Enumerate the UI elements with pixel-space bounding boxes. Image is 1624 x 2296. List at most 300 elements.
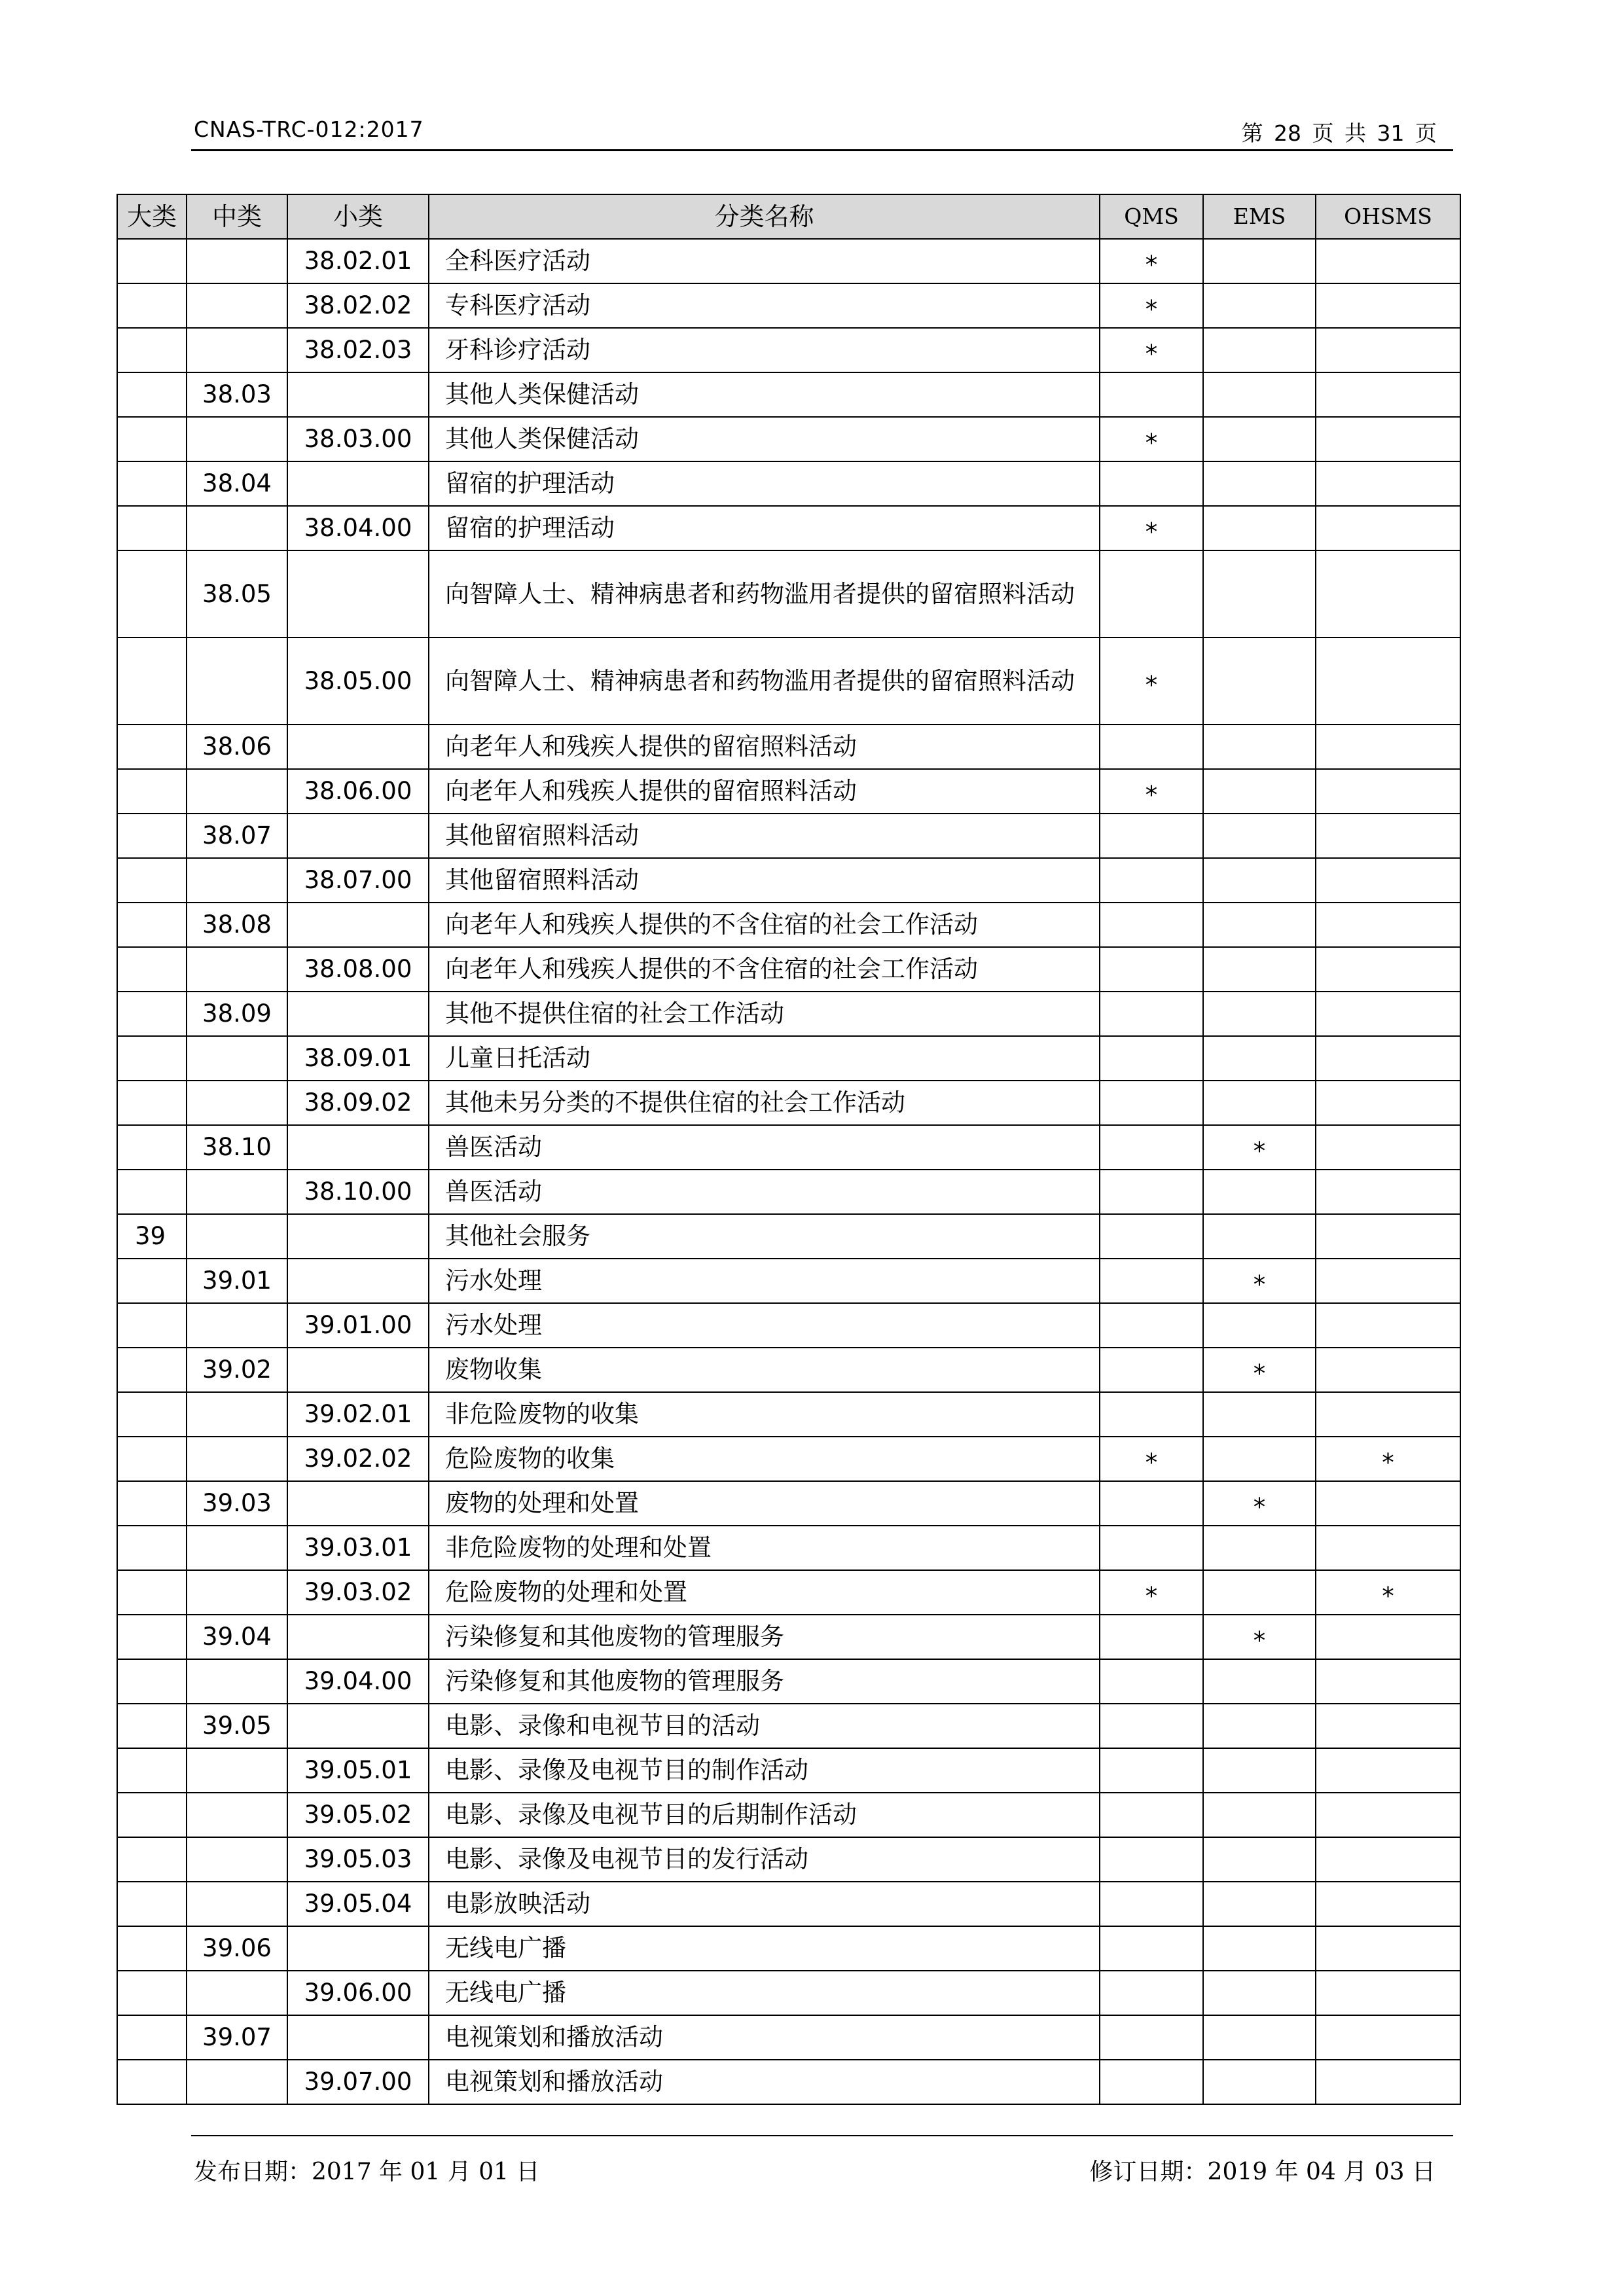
cell-ohsms — [1316, 1526, 1460, 1570]
cell-mid: 39.06 — [187, 1926, 287, 1971]
cell-major — [117, 328, 187, 372]
applicability-mark: * — [1145, 295, 1158, 323]
cell-ems — [1203, 1659, 1316, 1704]
table-row — [117, 2015, 1460, 2060]
cell-mid — [187, 1081, 287, 1125]
cell-name: 电影、录像及电视节目的制作活动 — [429, 1748, 1100, 1793]
cell-ohsms — [1316, 1259, 1460, 1303]
cell-qms — [1100, 814, 1203, 858]
table-row — [117, 858, 1460, 903]
applicability-mark: * — [1253, 1359, 1266, 1388]
cell-mid — [187, 1748, 287, 1793]
cell-qms — [1100, 372, 1203, 417]
cell-name: 危险废物的处理和处置 — [429, 1570, 1100, 1615]
cell-minor: 38.03.00 — [287, 417, 429, 461]
cell-qms — [1100, 506, 1203, 550]
cell-major — [117, 1926, 187, 1971]
cell-name: 其他留宿照料活动 — [429, 858, 1100, 903]
table-row — [117, 814, 1460, 858]
cell-mid — [187, 1570, 287, 1615]
cell-mid: 38.07 — [187, 814, 287, 858]
cell-name: 向智障人士、精神病患者和药物滥用者提供的留宿照料活动 — [429, 550, 1100, 637]
cell-ohsms — [1316, 1971, 1460, 2015]
table-row — [117, 1125, 1460, 1170]
cell-ohsms — [1316, 725, 1460, 769]
cell-name: 污水处理 — [429, 1259, 1100, 1303]
col-header-ems: EMS — [1203, 194, 1316, 239]
cell-name: 电视策划和播放活动 — [429, 2060, 1100, 2104]
cell-ohsms — [1316, 372, 1460, 417]
cell-qms — [1100, 1081, 1203, 1125]
cell-ems — [1203, 461, 1316, 506]
cell-qms — [1100, 1392, 1203, 1437]
applicability-mark: * — [1145, 1582, 1158, 1610]
cell-major — [117, 2060, 187, 2104]
cell-mid — [187, 858, 287, 903]
cell-minor — [287, 550, 429, 637]
cell-minor: 38.04.00 — [287, 506, 429, 550]
cell-name: 其他人类保健活动 — [429, 372, 1100, 417]
cell-qms — [1100, 461, 1203, 506]
cell-mid — [187, 2060, 287, 2104]
cell-mid: 39.02 — [187, 1348, 287, 1392]
cell-qms — [1100, 1837, 1203, 1882]
table-row — [117, 1303, 1460, 1348]
cell-minor: 39.07.00 — [287, 2060, 429, 2104]
cell-qms — [1100, 725, 1203, 769]
applicability-mark: * — [1145, 670, 1158, 699]
table-row — [117, 1882, 1460, 1926]
cell-ohsms — [1316, 1882, 1460, 1926]
cell-mid — [187, 1214, 287, 1259]
cell-name: 牙科诊疗活动 — [429, 328, 1100, 372]
cell-ohsms — [1316, 769, 1460, 814]
cell-mid — [187, 328, 287, 372]
cell-ohsms — [1316, 1348, 1460, 1392]
cell-ems — [1203, 283, 1316, 328]
cell-name: 污染修复和其他废物的管理服务 — [429, 1615, 1100, 1659]
cell-major — [117, 1793, 187, 1837]
cell-ems — [1203, 947, 1316, 992]
cell-ohsms — [1316, 328, 1460, 372]
table-row — [117, 1170, 1460, 1214]
table-row — [117, 769, 1460, 814]
cell-ohsms — [1316, 1793, 1460, 1837]
cell-major — [117, 1837, 187, 1882]
cell-ohsms — [1316, 1481, 1460, 1526]
cell-minor: 38.02.02 — [287, 283, 429, 328]
cell-ems — [1203, 1392, 1316, 1437]
cell-mid: 38.04 — [187, 461, 287, 506]
cell-name: 污染修复和其他废物的管理服务 — [429, 1659, 1100, 1704]
cell-ohsms — [1316, 506, 1460, 550]
table-header-row — [117, 194, 1460, 239]
cell-qms — [1100, 1971, 1203, 2015]
cell-qms — [1100, 1926, 1203, 1971]
cell-major — [117, 769, 187, 814]
cell-qms — [1100, 1036, 1203, 1081]
cell-name: 电视策划和播放活动 — [429, 2015, 1100, 2060]
cell-qms — [1100, 283, 1203, 328]
cell-ems — [1203, 814, 1316, 858]
cell-ems — [1203, 550, 1316, 637]
cell-mid: 38.05 — [187, 550, 287, 637]
col-header-mid: 中类 — [187, 194, 287, 239]
cell-major — [117, 506, 187, 550]
cell-name: 其他人类保健活动 — [429, 417, 1100, 461]
cell-minor: 39.05.03 — [287, 1837, 429, 1882]
cell-mid — [187, 1036, 287, 1081]
applicability-mark: * — [1145, 781, 1158, 809]
cell-qms — [1100, 637, 1203, 725]
cell-minor: 38.09.01 — [287, 1036, 429, 1081]
cell-mid: 38.03 — [187, 372, 287, 417]
applicability-mark: * — [1253, 1137, 1266, 1165]
cell-ems — [1203, 1926, 1316, 1971]
cell-ems — [1203, 2060, 1316, 2104]
issue-date: 发布日期：2017 年 01 月 01 日 — [194, 2159, 540, 2185]
cell-ohsms — [1316, 2060, 1460, 2104]
cell-mid — [187, 1303, 287, 1348]
cell-minor: 39.03.01 — [287, 1526, 429, 1570]
cell-ems — [1203, 1348, 1316, 1392]
cell-minor: 38.05.00 — [287, 637, 429, 725]
cell-mid: 39.01 — [187, 1259, 287, 1303]
table-row — [117, 1081, 1460, 1125]
cell-major — [117, 417, 187, 461]
cell-ohsms — [1316, 239, 1460, 283]
cell-name: 全科医疗活动 — [429, 239, 1100, 283]
cell-qms — [1100, 903, 1203, 947]
cell-major — [117, 461, 187, 506]
col-header-name: 分类名称 — [429, 194, 1100, 239]
cell-major — [117, 1526, 187, 1570]
cell-minor: 39.02.02 — [287, 1437, 429, 1481]
cell-qms — [1100, 1793, 1203, 1837]
cell-ohsms — [1316, 1570, 1460, 1615]
cell-minor — [287, 992, 429, 1036]
cell-major: 39 — [117, 1214, 187, 1259]
cell-mid: 38.09 — [187, 992, 287, 1036]
cell-mid — [187, 1971, 287, 2015]
cell-minor: 39.04.00 — [287, 1659, 429, 1704]
cell-name: 电影放映活动 — [429, 1882, 1100, 1926]
cell-minor: 39.05.01 — [287, 1748, 429, 1793]
cell-ems — [1203, 1081, 1316, 1125]
cell-ohsms — [1316, 1036, 1460, 1081]
cell-mid — [187, 1392, 287, 1437]
cell-minor: 38.02.01 — [287, 239, 429, 283]
cell-qms — [1100, 1214, 1203, 1259]
cell-major — [117, 550, 187, 637]
cell-minor — [287, 725, 429, 769]
cell-minor: 38.02.03 — [287, 328, 429, 372]
cell-major — [117, 1704, 187, 1748]
cell-name: 电影、录像及电视节目的后期制作活动 — [429, 1793, 1100, 1837]
cell-major — [117, 1570, 187, 1615]
cell-ems — [1203, 725, 1316, 769]
table-row — [117, 417, 1460, 461]
cell-minor: 39.02.01 — [287, 1392, 429, 1437]
cell-ohsms — [1316, 1125, 1460, 1170]
cell-ohsms — [1316, 417, 1460, 461]
cell-qms — [1100, 1125, 1203, 1170]
cell-major — [117, 372, 187, 417]
cell-ohsms — [1316, 1303, 1460, 1348]
cell-ems — [1203, 1303, 1316, 1348]
table-row — [117, 239, 1460, 283]
cell-minor: 38.09.02 — [287, 1081, 429, 1125]
cell-ems — [1203, 1481, 1316, 1526]
cell-name: 专科医疗活动 — [429, 283, 1100, 328]
table-row — [117, 1259, 1460, 1303]
cell-name: 向老年人和残疾人提供的不含住宿的社会工作活动 — [429, 947, 1100, 992]
table-row — [117, 1481, 1460, 1526]
cell-qms — [1100, 1348, 1203, 1392]
table-row — [117, 1926, 1460, 1971]
cell-ems — [1203, 1125, 1316, 1170]
cell-major — [117, 1748, 187, 1793]
cell-major — [117, 947, 187, 992]
cell-ohsms — [1316, 903, 1460, 947]
cell-ems — [1203, 506, 1316, 550]
cell-mid — [187, 1659, 287, 1704]
cell-ohsms — [1316, 992, 1460, 1036]
cell-mid: 39.05 — [187, 1704, 287, 1748]
cell-ems — [1203, 637, 1316, 725]
cell-name: 留宿的护理活动 — [429, 461, 1100, 506]
cell-qms — [1100, 1615, 1203, 1659]
cell-qms — [1100, 1170, 1203, 1214]
cell-name: 兽医活动 — [429, 1170, 1100, 1214]
cell-ems — [1203, 328, 1316, 372]
page-number: 第 28 页 共 31 页 — [1241, 120, 1437, 146]
cell-name: 非危险废物的处理和处置 — [429, 1526, 1100, 1570]
cell-ohsms — [1316, 947, 1460, 992]
cell-mid — [187, 769, 287, 814]
cell-ems — [1203, 239, 1316, 283]
cell-ohsms — [1316, 1659, 1460, 1704]
cell-minor — [287, 1259, 429, 1303]
cell-mid: 39.04 — [187, 1615, 287, 1659]
table-row — [117, 2060, 1460, 2104]
footer-divider — [191, 2135, 1453, 2136]
cell-ems — [1203, 1437, 1316, 1481]
cell-name: 其他未另分类的不提供住宿的社会工作活动 — [429, 1081, 1100, 1125]
cell-major — [117, 1659, 187, 1704]
table-row — [117, 903, 1460, 947]
applicability-mark: * — [1145, 251, 1158, 279]
cell-qms — [1100, 2060, 1203, 2104]
cell-major — [117, 1971, 187, 2015]
cell-qms — [1100, 947, 1203, 992]
cell-name: 污水处理 — [429, 1303, 1100, 1348]
table-row — [117, 1437, 1460, 1481]
cell-ems — [1203, 1748, 1316, 1793]
cell-ohsms — [1316, 461, 1460, 506]
cell-ohsms — [1316, 637, 1460, 725]
cell-name: 儿童日托活动 — [429, 1036, 1100, 1081]
cell-major — [117, 239, 187, 283]
cell-major — [117, 1036, 187, 1081]
cell-ems — [1203, 1259, 1316, 1303]
cell-minor — [287, 1125, 429, 1170]
cell-qms — [1100, 1748, 1203, 1793]
table-row — [117, 1348, 1460, 1392]
cell-minor — [287, 1926, 429, 1971]
cell-ems — [1203, 2015, 1316, 2060]
cell-minor — [287, 2015, 429, 2060]
cell-ems — [1203, 417, 1316, 461]
header-divider — [191, 149, 1453, 151]
applicability-mark: * — [1382, 1582, 1394, 1610]
cell-major — [117, 1481, 187, 1526]
applicability-mark: * — [1253, 1493, 1266, 1521]
cell-ems — [1203, 372, 1316, 417]
table-row — [117, 992, 1460, 1036]
cell-minor: 39.01.00 — [287, 1303, 429, 1348]
table-row — [117, 1615, 1460, 1659]
cell-qms — [1100, 858, 1203, 903]
cell-major — [117, 858, 187, 903]
table-row — [117, 328, 1460, 372]
cell-name: 向老年人和残疾人提供的不含住宿的社会工作活动 — [429, 903, 1100, 947]
cell-ems — [1203, 1837, 1316, 1882]
table-row — [117, 947, 1460, 992]
cell-ems — [1203, 1704, 1316, 1748]
cell-major — [117, 1437, 187, 1481]
cell-minor — [287, 1615, 429, 1659]
cell-name: 留宿的护理活动 — [429, 506, 1100, 550]
cell-qms — [1100, 1481, 1203, 1526]
table-row — [117, 550, 1460, 637]
cell-minor — [287, 372, 429, 417]
cell-ems — [1203, 1214, 1316, 1259]
cell-qms — [1100, 239, 1203, 283]
table-row — [117, 637, 1460, 725]
cell-major — [117, 903, 187, 947]
cell-major — [117, 1882, 187, 1926]
cell-ems — [1203, 1793, 1316, 1837]
table-row — [117, 1971, 1460, 2015]
cell-mid — [187, 283, 287, 328]
cell-minor — [287, 1704, 429, 1748]
cell-qms — [1100, 1659, 1203, 1704]
cell-mid: 38.06 — [187, 725, 287, 769]
cell-ohsms — [1316, 1926, 1460, 1971]
cell-minor: 39.05.04 — [287, 1882, 429, 1926]
classification-table — [117, 194, 1461, 2105]
table-row — [117, 1036, 1460, 1081]
cell-minor: 39.06.00 — [287, 1971, 429, 2015]
table-body — [117, 239, 1460, 2104]
cell-major — [117, 814, 187, 858]
cell-name: 其他社会服务 — [429, 1214, 1100, 1259]
applicability-mark: * — [1145, 340, 1158, 368]
cell-ems — [1203, 1170, 1316, 1214]
cell-mid — [187, 1437, 287, 1481]
col-header-major: 大类 — [117, 194, 187, 239]
cell-mid — [187, 239, 287, 283]
cell-ohsms — [1316, 1081, 1460, 1125]
applicability-mark: * — [1145, 518, 1158, 546]
cell-qms — [1100, 1704, 1203, 1748]
cell-ems — [1203, 1615, 1316, 1659]
table-row — [117, 1704, 1460, 1748]
cell-ems — [1203, 769, 1316, 814]
cell-name: 非危险废物的收集 — [429, 1392, 1100, 1437]
cell-name: 向老年人和残疾人提供的留宿照料活动 — [429, 769, 1100, 814]
cell-ohsms — [1316, 1437, 1460, 1481]
cell-mid — [187, 417, 287, 461]
cell-mid — [187, 1882, 287, 1926]
table-row — [117, 1748, 1460, 1793]
cell-major — [117, 1170, 187, 1214]
cell-qms — [1100, 1259, 1203, 1303]
cell-mid — [187, 1170, 287, 1214]
cell-name: 危险废物的收集 — [429, 1437, 1100, 1481]
cell-qms — [1100, 1882, 1203, 1926]
cell-minor — [287, 461, 429, 506]
cell-name: 无线电广播 — [429, 1926, 1100, 1971]
cell-ohsms — [1316, 858, 1460, 903]
cell-ohsms — [1316, 1392, 1460, 1437]
cell-major — [117, 725, 187, 769]
cell-name: 废物的处理和处置 — [429, 1481, 1100, 1526]
cell-qms — [1100, 1526, 1203, 1570]
cell-ohsms — [1316, 1748, 1460, 1793]
cell-mid: 39.07 — [187, 2015, 287, 2060]
cell-ems — [1203, 1971, 1316, 2015]
cell-mid: 38.10 — [187, 1125, 287, 1170]
cell-ems — [1203, 858, 1316, 903]
document-id: CNAS-TRC-012:2017 — [194, 117, 424, 142]
cell-ohsms — [1316, 1170, 1460, 1214]
cell-major — [117, 283, 187, 328]
cell-mid — [187, 637, 287, 725]
cell-qms — [1100, 769, 1203, 814]
cell-mid: 39.03 — [187, 1481, 287, 1526]
cell-ohsms — [1316, 283, 1460, 328]
applicability-mark: * — [1145, 429, 1158, 457]
cell-qms — [1100, 1303, 1203, 1348]
cell-minor — [287, 1481, 429, 1526]
table-row — [117, 506, 1460, 550]
cell-major — [117, 2015, 187, 2060]
applicability-mark: * — [1253, 1626, 1266, 1655]
cell-ems — [1203, 1570, 1316, 1615]
cell-ohsms — [1316, 2015, 1460, 2060]
cell-name: 其他不提供住宿的社会工作活动 — [429, 992, 1100, 1036]
table-row — [117, 1526, 1460, 1570]
cell-major — [117, 992, 187, 1036]
applicability-mark: * — [1253, 1270, 1266, 1299]
cell-minor: 39.03.02 — [287, 1570, 429, 1615]
cell-minor: 39.05.02 — [287, 1793, 429, 1837]
cell-name: 无线电广播 — [429, 1971, 1100, 2015]
cell-ohsms — [1316, 550, 1460, 637]
cell-mid: 38.08 — [187, 903, 287, 947]
cell-minor — [287, 903, 429, 947]
cell-minor: 38.06.00 — [287, 769, 429, 814]
cell-mid — [187, 1837, 287, 1882]
table-row — [117, 372, 1460, 417]
cell-ohsms — [1316, 1704, 1460, 1748]
col-header-qms: QMS — [1100, 194, 1203, 239]
cell-name: 废物收集 — [429, 1348, 1100, 1392]
cell-ems — [1203, 1882, 1316, 1926]
cell-major — [117, 1303, 187, 1348]
